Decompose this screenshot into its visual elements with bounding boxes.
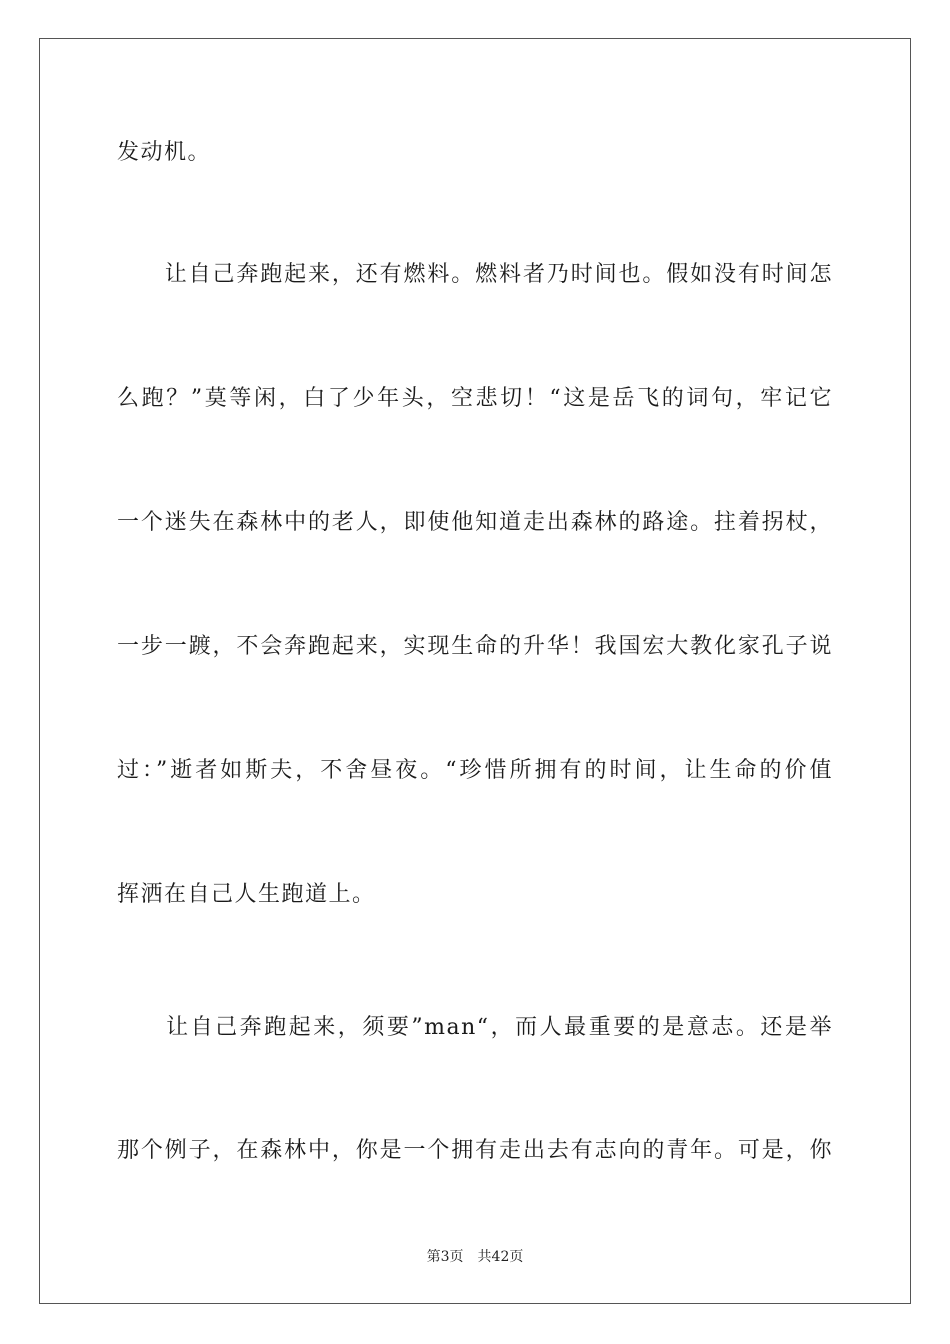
- page-footer: [0, 1247, 950, 1267]
- text-line-6: 过：”逝者如斯夫，不舍昼夜。“珍惜所拥有的时间，让生命的价值: [117, 758, 833, 783]
- text-line-2: 让自己奔跑起来，还有燃料。燃料者乃时间也。假如没有时间怎: [117, 262, 833, 287]
- page-total: 共42页: [477, 1249, 524, 1265]
- text-line-5: 一步一踱，不会奔跑起来，实现生命的升华！我国宏大教化家孔子说: [117, 634, 833, 659]
- text-line-3: 么跑？”莫等闲，白了少年头，空悲切！“这是岳飞的词句，牢记它: [117, 386, 833, 411]
- text-line-9: 那个例子，在森林中，你是一个拥有走出去有志向的青年。可是，你: [117, 1138, 833, 1163]
- text-line-4: 一个迷失在森林中的老人，即使他知道走出森林的路途。拄着拐杖，: [117, 510, 833, 535]
- page-number: 第3页: [426, 1249, 464, 1265]
- text-line-7: 挥洒在自己人生跑道上。: [117, 882, 376, 907]
- text-line-1: 发动机。: [117, 140, 212, 165]
- text-line-8: 让自己奔跑起来，须要”man“，而人最重要的是意志。还是举: [117, 1015, 833, 1040]
- page-frame: [39, 38, 911, 1304]
